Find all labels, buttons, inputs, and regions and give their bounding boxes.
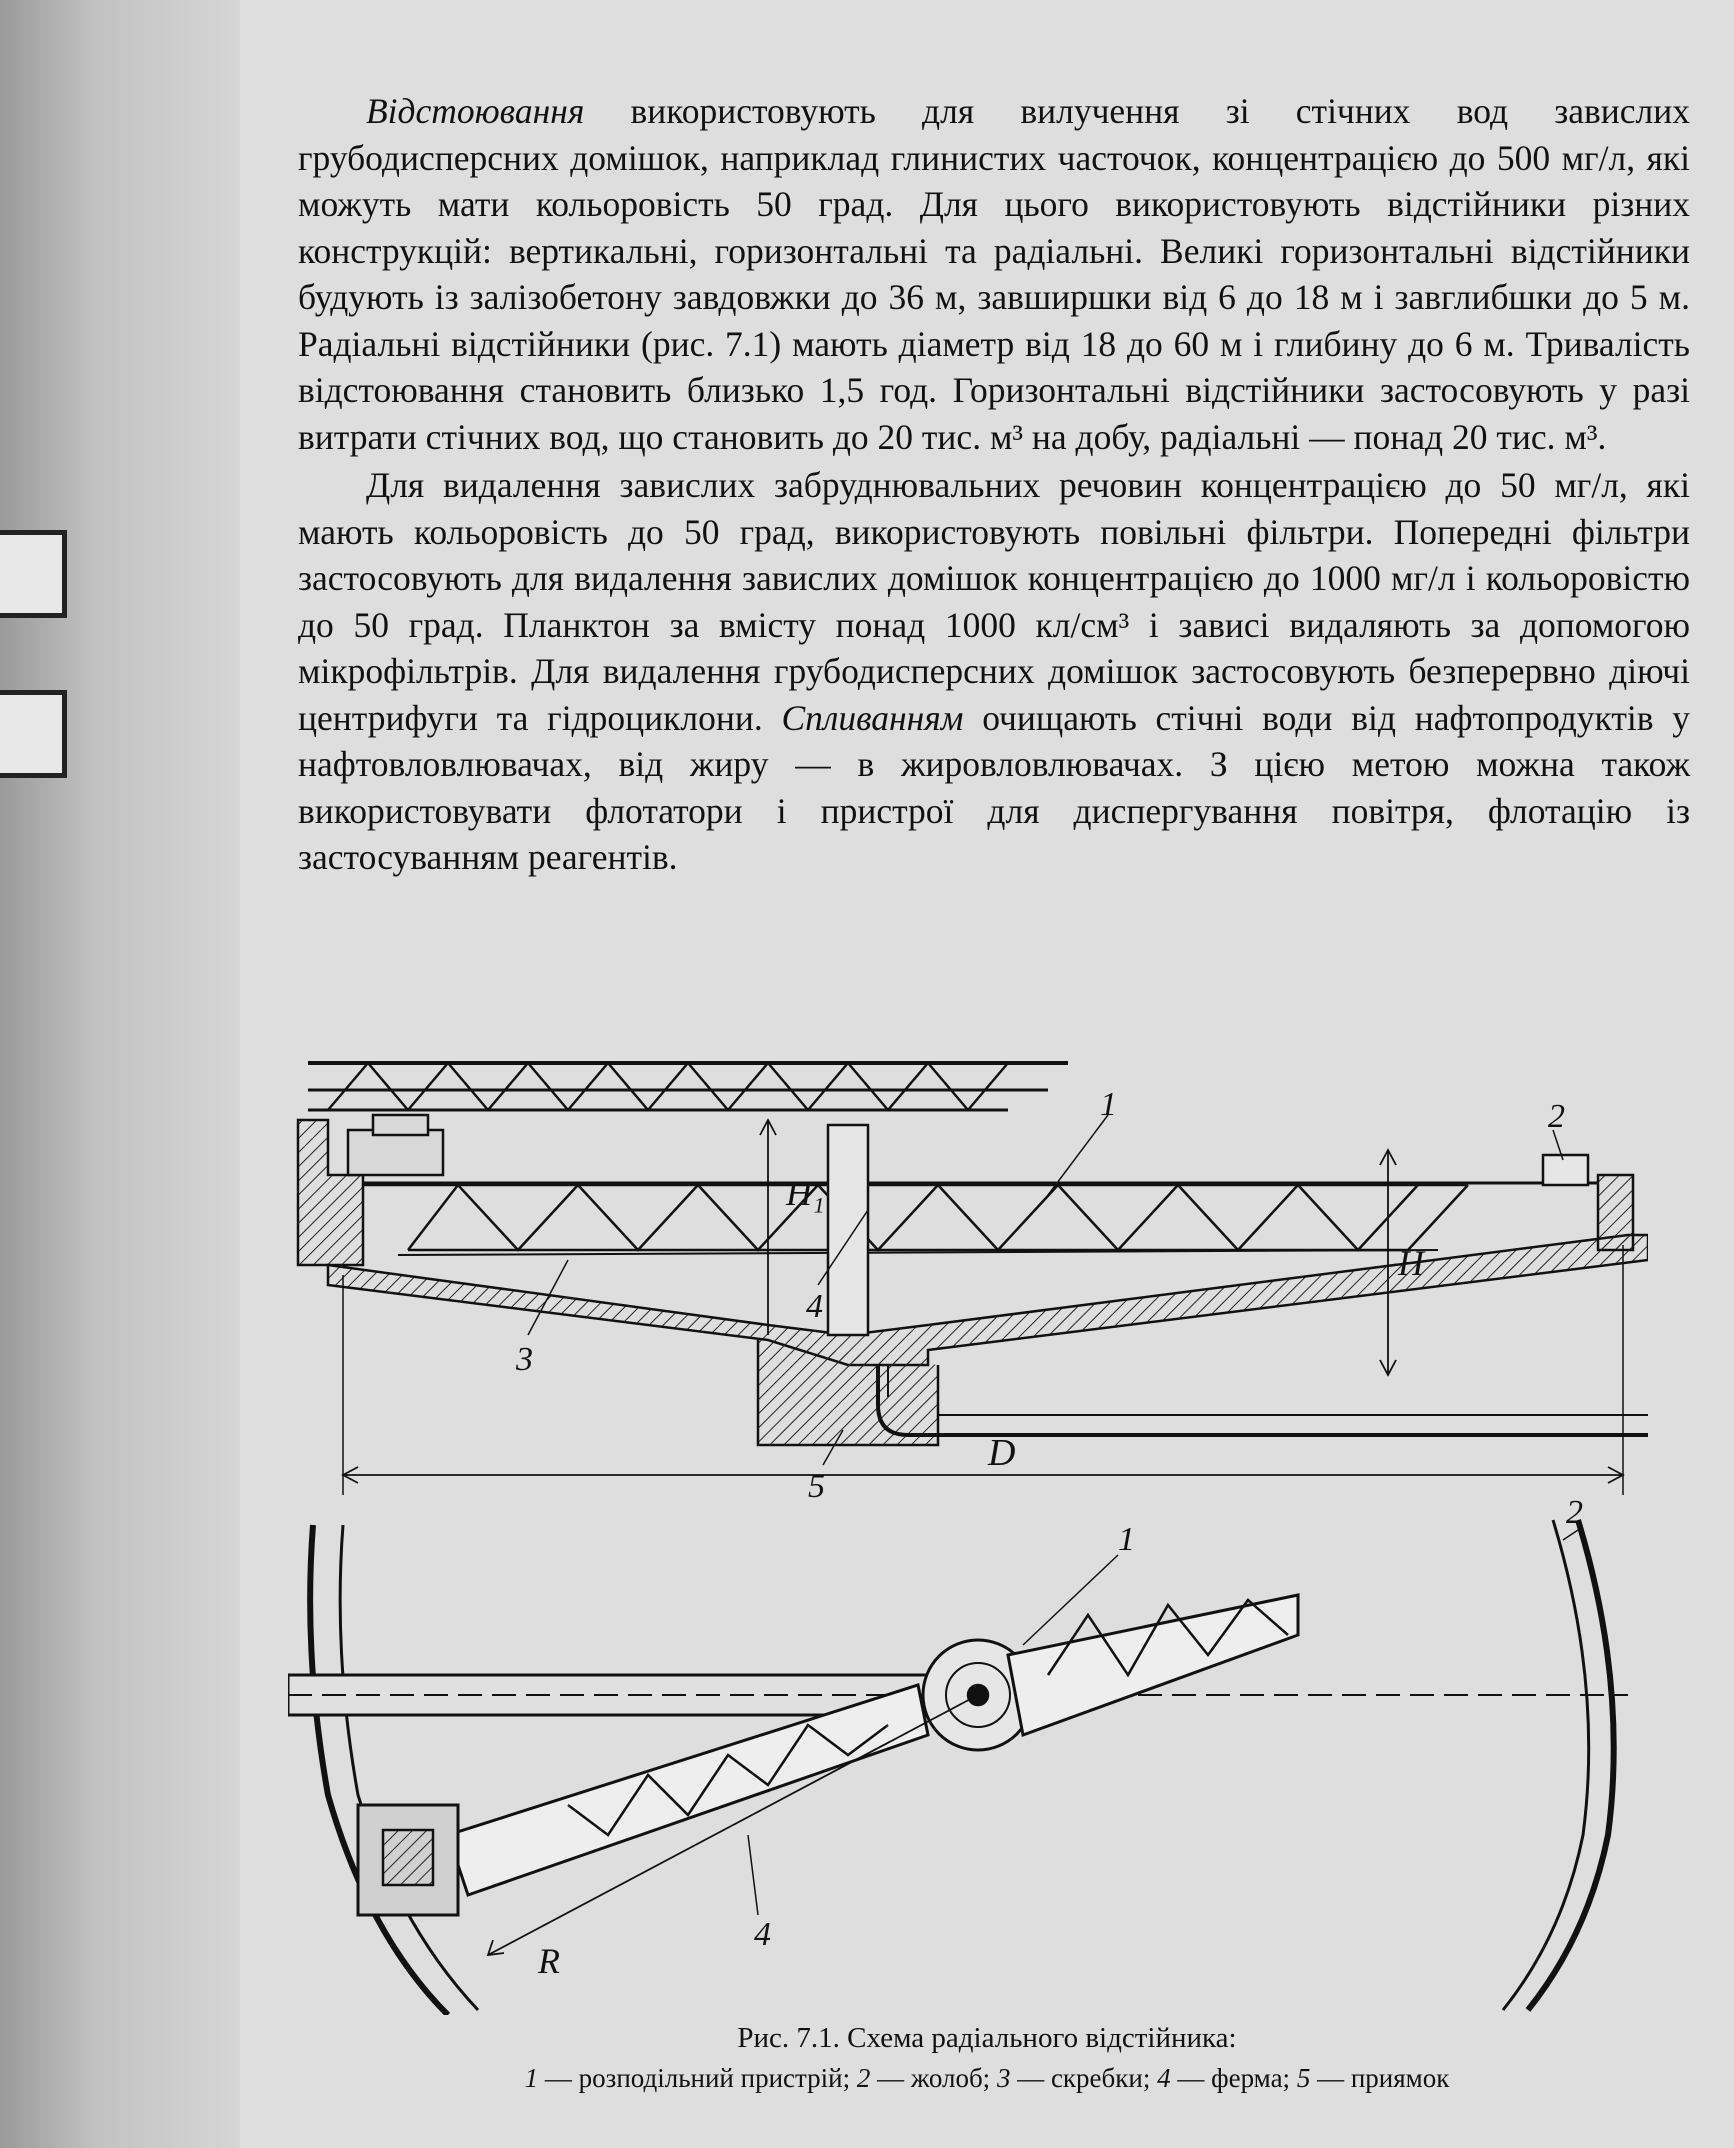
paragraph-1: Відстоювання використовують для вилучення зі стічних вод завислих грубодисперсних домішок, наприклад глинистих часточок, концентрацією до 500 мг/л, які можуть мати кольоровість 50 град. Для цього використовують відстійники різних конструкцій: вертикальні, горизонтальні та радіальні. Великі горизонтальні відстійники будують із залізобетону завдовжки до 36 м, завширшки від 6 до 18 м і завглибшки до 5 м. Радіальні відстійники (рис. 7.1) мають діаметр від 18 до 60 м і глибину до 6 м. Тривалість відстоювання становить близько 1,5 год. Горизонтальні відстійники застосовують у разі витрати стічних вод, що становить до 20 тис. м³ на добу, радіальні — понад 20 тис. м³. <box>298 91 1690 457</box>
label-2-section: 2 <box>1548 1098 1565 1135</box>
plan-view <box>288 1520 1628 2015</box>
label-H: H <box>1398 1243 1424 1283</box>
figure-caption <box>240 2018 1734 2098</box>
page-binding-edge <box>0 0 240 2148</box>
label-1-section: 1 <box>1100 1086 1117 1123</box>
term-settling: Відстоювання <box>366 91 585 131</box>
page-tab-mark <box>0 690 67 778</box>
label-4-plan: 4 <box>754 1916 771 1953</box>
page-tab-mark <box>0 530 67 618</box>
radial-settler-diagram <box>288 1035 1648 2015</box>
term-flotation: Спливанням <box>781 697 964 738</box>
label-D: D <box>988 1432 1016 1474</box>
caption-legend: 1 — розподільний пристрій; 2 — жолоб; 3 — скребки; 4 — ферма; 5 — приямок <box>524 2063 1450 2093</box>
label-5: 5 <box>808 1468 825 1505</box>
label-R: R <box>538 1941 560 1981</box>
caption-title: Рис. 7.1. Схема радіального відстійника: <box>737 2022 1237 2054</box>
body-text <box>298 88 1690 881</box>
label-4-section: 4 <box>806 1288 823 1325</box>
label-1-plan: 1 <box>1118 1521 1135 1558</box>
label-3: 3 <box>516 1341 533 1378</box>
label-2-plan: 2 <box>1566 1494 1583 1531</box>
section-view <box>298 1063 1648 1495</box>
paragraph-2: Для видалення завислих забруднювальних речовин концентрацією до 50 мг/л, які мають кольоровість до 50 град, використовують повільні фільтри. Попередні фільтри застосовують для видалення завислих домішок концентрацією до 1000 мг/л і кольоровістю до 50 град. Планктон за вмісту понад 1000 кл/см³ і зависі видаляють за допомогою мікрофільтрів. Для видалення грубодисперсних домішок застосовують безперервно діючі центрифуги та гідроциклони. Спливанням очищають стічні води від нафтопродуктів у нафтовловлювачах, від жиру — в жировловлювачах. З цією метою можна також використовувати флотатори і пристрої для диспергування повітря, флотацію із застосуванням реагентів. <box>298 465 1690 877</box>
label-H1: H₁ <box>786 1173 825 1213</box>
